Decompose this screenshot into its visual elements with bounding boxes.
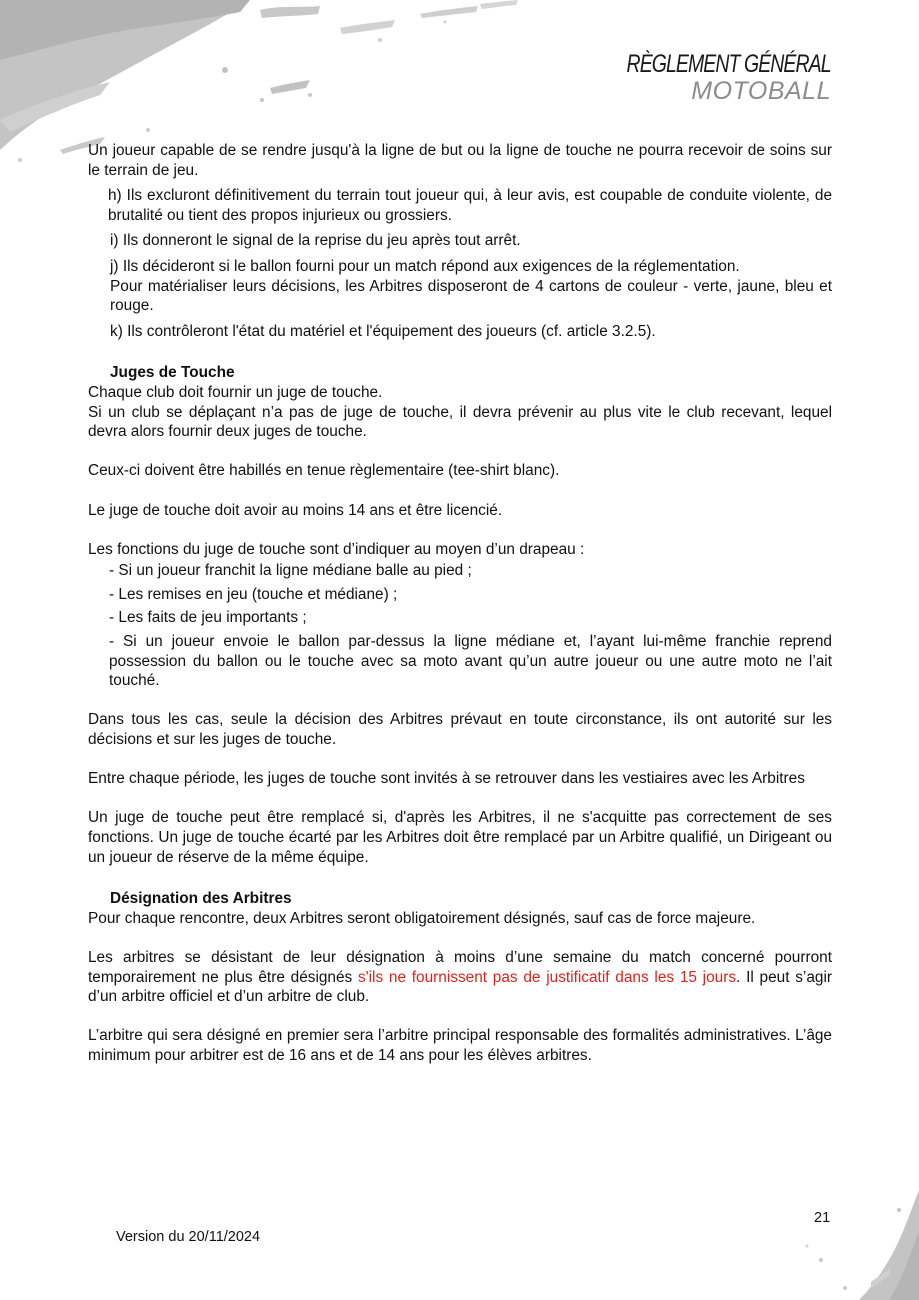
juges-fonctions-list	[88, 561, 832, 691]
heading-juges-de-touche: Juges de Touche	[110, 364, 235, 382]
paragraph-j-cartons: Pour matérialiser leurs décisions, les Arbitres disposeront de 4 cartons de couleur - verte, jaune, bleu et rouge.	[110, 277, 832, 315]
paragraph-soins: Un joueur capable de se rendre jusqu'à la ligne de but ou la ligne de touche ne pourra recevoir de soins sur le terrain de jeu.	[88, 142, 832, 179]
juges-paragraph-3: Ceux-ci doivent être habillés en tenue règlementaire (tee-shirt blanc).	[88, 462, 560, 480]
list-item: - Les remises en jeu (touche et médiane) ;	[109, 585, 398, 603]
designation-text-part-1: Les arbitres se désistant de leur désignation à moins d’une semaine du match concerné pourront temporairement ne plus être désignés	[88, 948, 832, 986]
list-item: - Si un joueur envoie le ballon par-dessus la ligne médiane et, l’ayant lui-même franchie reprend possession du ballon ou le touche avec sa moto avant qu’un autre joueur ou une autre moto ne l’ait touché.	[109, 633, 832, 690]
designation-paragraph-3: L’arbitre qui sera désigné en premier sera l’arbitre principal responsable des formalités administratives. L’âge minimum pour arbitrer est de 16 ans et de 14 ans pour les élèves arbitres.	[88, 1027, 832, 1064]
designation-highlight-text: s'ils ne fournissent pas de justificatif dans les 15 jours	[358, 968, 737, 986]
designation-paragraph-1: Pour chaque rencontre, deux Arbitres seront obligatoirement désignés, sauf cas de force majeure.	[88, 909, 756, 927]
juges-paragraph-6: Dans tous les cas, seule la décision des Arbitres prévaut en toute circonstance, ils ont autorité sur les décisions et sur les juges de touche.	[88, 711, 832, 749]
designation-paragraph-2	[88, 948, 832, 1007]
juges-paragraph-7: Entre chaque période, les juges de touche sont invités à se retrouver dans les vestiaires avec les Arbitres	[88, 770, 805, 788]
paragraph-k: k) Ils contrôleront l'état du matériel et l'équipement des joueurs (cf. article 3.2.5).	[110, 322, 656, 340]
heading-designation-arbitres: Désignation des Arbitres	[110, 890, 292, 908]
paragraph-h: h) Ils excluront définitivement du terrain tout joueur qui, à leur avis, est coupable de conduite violente, de brutalité ou tient des propos injurieux ou grossiers.	[108, 187, 832, 224]
juges-paragraph-2: Si un club se déplaçant n’a pas de juge de touche, il devra prévenir au plus vite le club recevant, lequel devra alors fournir deux juges de touche.	[88, 403, 832, 441]
page-number: 21	[814, 1210, 831, 1226]
list-item: - Les faits de jeu importants ;	[109, 609, 307, 627]
header-title: RÈGLEMENT GÉNÉRAL	[626, 50, 831, 78]
decorative-brush-bottom-right	[759, 1190, 919, 1300]
juges-paragraph-5: Les fonctions du juge de touche sont d’indiquer au moyen d’un drapeau :	[88, 540, 585, 558]
juges-paragraph-4: Le juge de touche doit avoir au moins 14 ans et être licencié.	[88, 501, 503, 519]
paragraph-j: j) Ils décideront si le ballon fourni pour un match répond aux exigences de la réglementation.	[110, 257, 740, 275]
paragraph-i: i) Ils donneront le signal de la reprise du jeu après tout arrêt.	[110, 232, 521, 250]
document-body	[88, 141, 832, 1066]
list-item: - Si un joueur franchit la ligne médiane balle au pied ;	[109, 562, 472, 580]
document-header	[569, 52, 831, 104]
footer-version: Version du 20/11/2024	[116, 1229, 261, 1245]
juges-paragraph-1: Chaque club doit fournir un juge de touche.	[88, 383, 383, 401]
header-subtitle: MOTOBALL	[691, 77, 831, 105]
designation-text-part-2: . Il peut s’agir d’un arbitre officiel et d’un arbitre de club.	[88, 968, 832, 1006]
juges-paragraph-8: Un juge de touche peut être remplacé si, d'après les Arbitres, il ne s'acquitte pas correctement de ses fonctions. Un juge de touche écarté par les Arbitres doit être remplacé par un Arbitre qualifié, un Dirigeant ou un joueur de réserve de la même équipe.	[88, 809, 832, 866]
